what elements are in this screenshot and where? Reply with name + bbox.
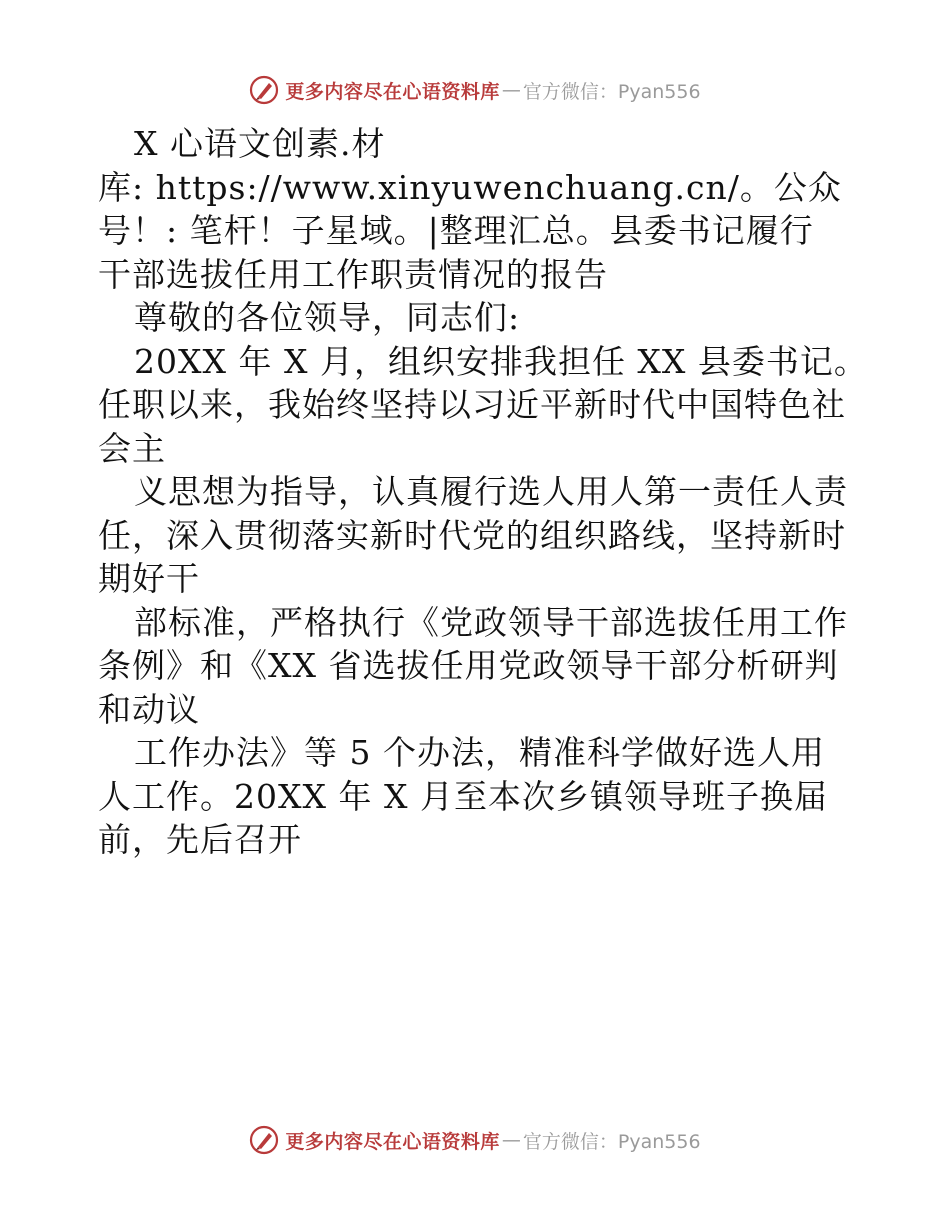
text-line: 任职以来，我始终坚持以习近平新时代中国特色社 <box>98 385 846 424</box>
banner-separator: — <box>501 79 521 101</box>
banner-wechat-text: 官方微信：Pyan556 <box>522 1130 701 1153</box>
text-line: 任，深入贯彻落实新时代党的组织路线，坚持新时 <box>98 515 846 555</box>
quill-pen-logo-icon <box>249 75 279 105</box>
text-line: 人工作。20XX 年 X 月至本次乡镇领导班子换届 <box>98 776 828 816</box>
banner-main-text: 更多内容尽在心语资料库 <box>285 80 500 103</box>
banner-separator: — <box>501 1129 521 1151</box>
text-line: 尊敬的各位领导，同志们: <box>134 298 521 337</box>
text-line: 部标准，严格执行《党政领导干部选拔任用工作 <box>134 602 848 642</box>
text-line: 会主 <box>98 428 166 468</box>
footer-banner <box>0 1120 950 1160</box>
header-banner <box>0 70 950 110</box>
text-line: 和动议 <box>98 689 200 729</box>
text-line: 20XX 年 X 月，组织安排我担任 XX 县委书记。 <box>134 341 868 381</box>
text-line: 干部选拔任用工作职责情况的报告 <box>98 254 608 294</box>
document-body <box>98 122 868 862</box>
banner-wechat-text: 官方微信：Pyan556 <box>522 80 701 103</box>
text-line: 工作办法》等 5 个办法，精准科学做好选人用 <box>134 733 825 772</box>
text-line: 库: https://www.xinyuwenchuang.cn/。公众 <box>98 167 842 207</box>
quill-pen-logo-icon <box>249 1125 279 1155</box>
text-line: 条例》和《XX 省选拔任用党政领导干部分析研判 <box>98 646 839 685</box>
text-line: X 心语文创素.材 <box>134 124 386 163</box>
text-line: 期好干 <box>98 559 200 598</box>
text-line: 义思想为指导，认真履行选人用人第一责任人责 <box>134 472 848 511</box>
banner-main-text: 更多内容尽在心语资料库 <box>285 1130 500 1153</box>
text-line: 前，先后召开 <box>98 820 302 859</box>
text-line: 号！: 笔杆！子星域。|整理汇总。县委书记履行 <box>98 211 814 250</box>
